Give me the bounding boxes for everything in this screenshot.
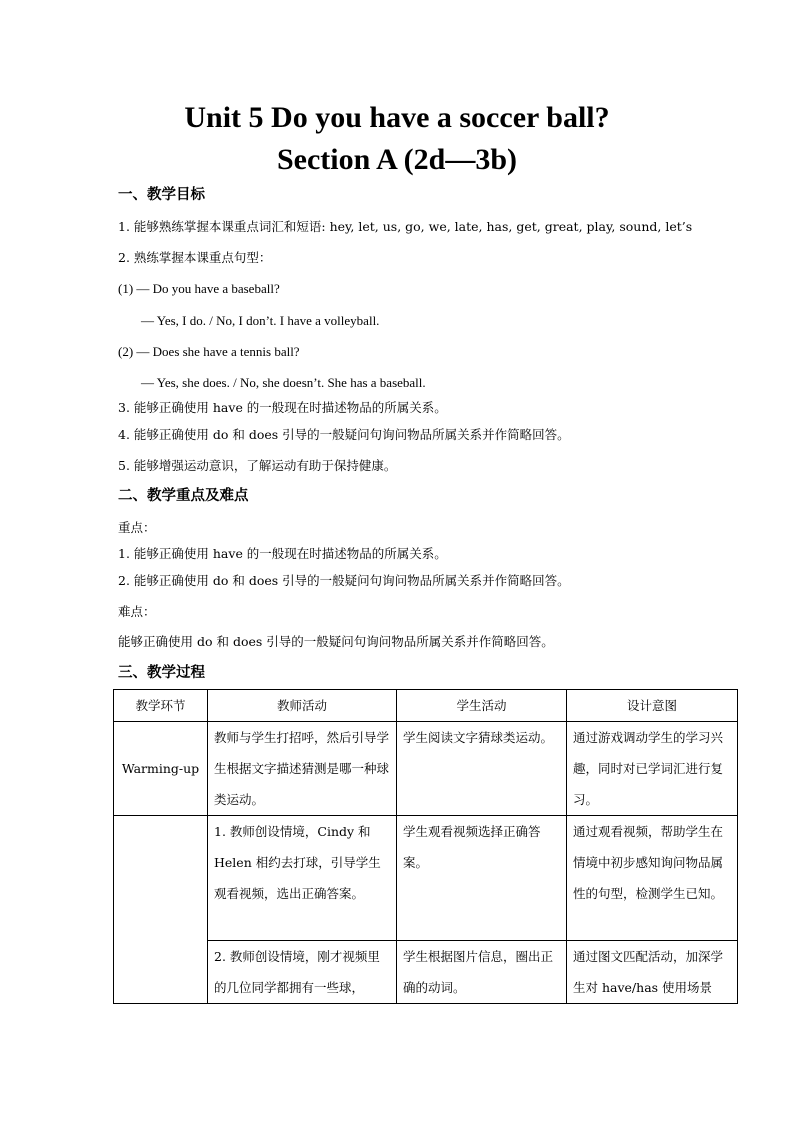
teaching-process-table	[113, 689, 738, 1004]
table-row	[114, 816, 738, 941]
difficult-point-item: 能够正确使用 do 和 does 引导的一般疑问句询问物品所属关系并作简略回答。	[118, 634, 554, 649]
sentence-example-1-question: (1) — Do you have a baseball?	[118, 281, 280, 296]
objective-item-4: 4. 能够正确使用 do 和 does 引导的一般疑问句询问物品所属关系并作简略回答。	[118, 427, 570, 442]
key-point-item-2: 2. 能够正确使用 do 和 does 引导的一般疑问句询问物品所属关系并作简略回答。	[118, 573, 570, 588]
objective-item-1: 1. 能够熟练掌握本课重点词汇和短语: hey, let, us, go, we, late, has, get, great, play, sound, let’s	[118, 219, 693, 234]
design-purpose-cell: 通过图文匹配活动，加深学生对 have/has 使用场景	[567, 941, 738, 1004]
student-activity-cell: 学生观看视频选择正确答案。	[397, 816, 567, 941]
table-row	[114, 722, 738, 816]
section-heading-key-points: 二、教学重点及难点	[118, 487, 249, 504]
sentence-example-2-question: (2) — Does she have a tennis ball?	[118, 344, 300, 359]
design-purpose-cell: 通过观看视频，帮助学生在情境中初步感知询问物品属性的句型，检测学生已知。	[567, 816, 738, 941]
teacher-activity-cell: 教师与学生打招呼，然后引导学生根据文字描述猜测是哪一种球类运动。	[208, 722, 397, 816]
key-point-item-1: 1. 能够正确使用 have 的一般现在时描述物品的所属关系。	[118, 546, 447, 561]
table-header-cell: 设计意图	[567, 690, 738, 722]
design-purpose-cell: 通过游戏调动学生的学习兴趣，同时对已学词汇进行复习。	[567, 722, 738, 816]
table-header-cell: 教师活动	[208, 690, 397, 722]
stage-cell: Warming-up	[114, 722, 208, 816]
document-subtitle: Section A (2d—3b)	[276, 143, 518, 176]
key-points-label: 重点：	[118, 520, 156, 535]
sentence-example-1-answer: — Yes, I do. / No, I don’t. I have a volleyball.	[141, 313, 380, 328]
student-activity-cell: 学生根据图片信息，圈出正确的动词。	[397, 941, 567, 1004]
section-heading-objectives: 一、教学目标	[118, 186, 205, 203]
student-activity-cell: 学生阅读文字猜球类运动。	[397, 722, 567, 816]
objective-item-5: 5. 能够增强运动意识，了解运动有助于保持健康。	[118, 458, 397, 473]
sentence-example-2-answer: — Yes, she does. / No, she doesn’t. She has a baseball.	[141, 375, 426, 390]
teacher-activity-cell: 1. 教师创设情境，Cindy 和 Helen 相约去打球，引导学生观看视频，选出正确答案。	[208, 816, 397, 941]
objective-item-3: 3. 能够正确使用 have 的一般现在时描述物品的所属关系。	[118, 400, 447, 415]
table-header-cell: 学生活动	[397, 690, 567, 722]
section-heading-process: 三、教学过程	[118, 664, 205, 681]
table-header-row	[114, 690, 738, 722]
difficult-points-label: 难点：	[118, 604, 156, 619]
table-row	[114, 941, 738, 1004]
stage-cell	[114, 816, 208, 1004]
table-header-cell: 教学环节	[114, 690, 208, 722]
document-title: Unit 5 Do you have a soccer ball?	[184, 101, 610, 134]
teacher-activity-cell: 2. 教师创设情境，刚才视频里的几位同学都拥有一些球，	[208, 941, 397, 1004]
objective-item-2: 2. 熟练掌握本课重点句型：	[118, 250, 272, 265]
